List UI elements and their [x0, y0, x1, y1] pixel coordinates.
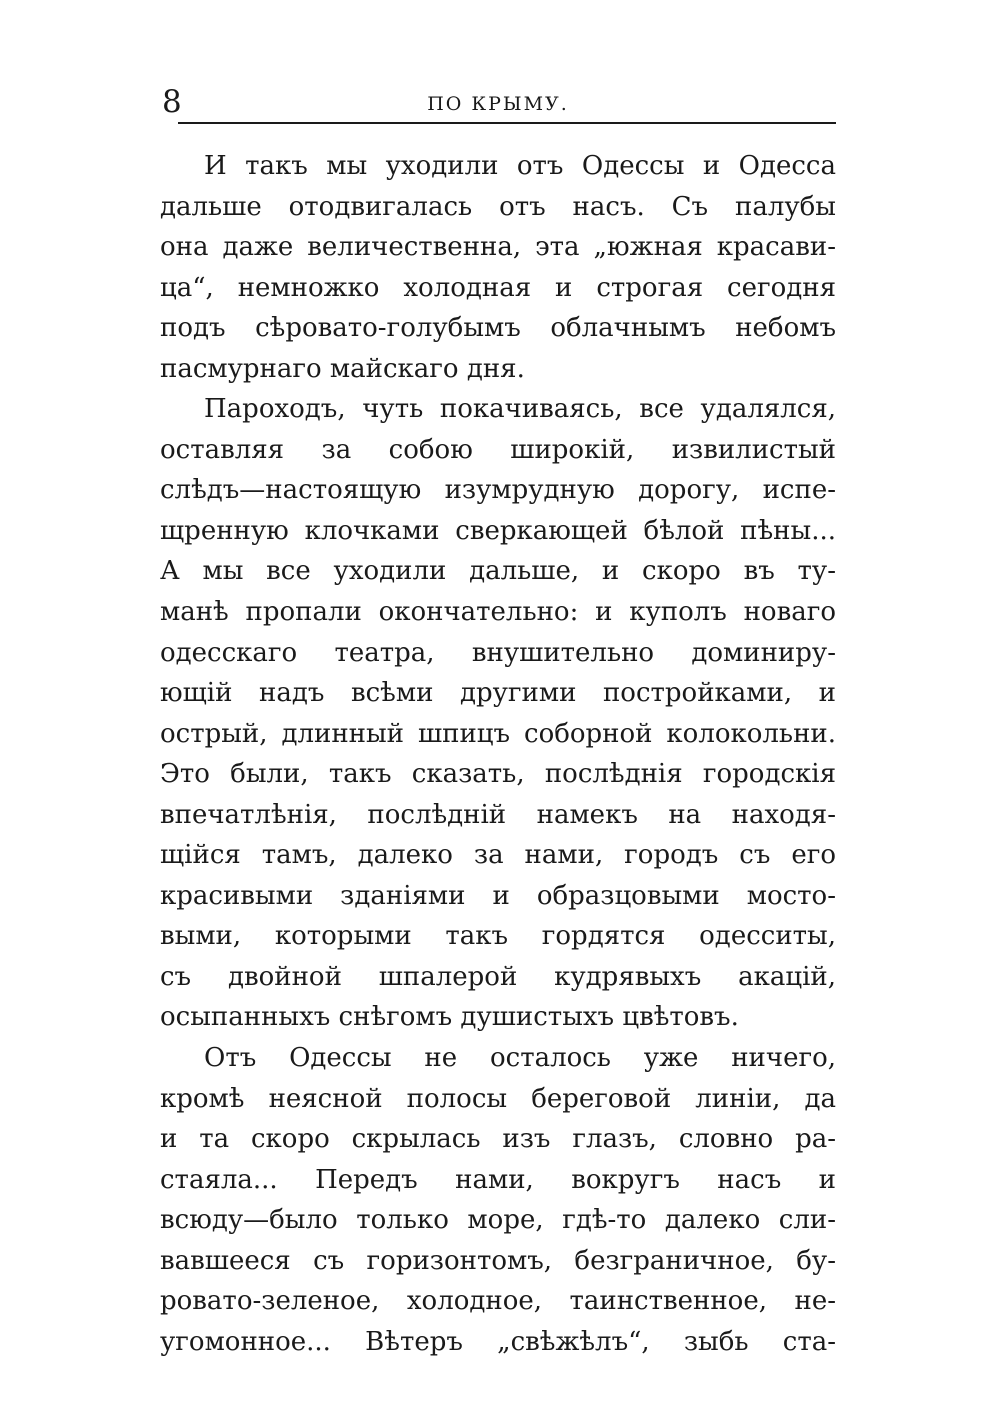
text-line: ца“, немножко холодная и строгая сегодня [160, 272, 836, 303]
text-line: щійся тамъ, далеко за нами, городъ съ его [160, 840, 836, 871]
text-line: манѣ пропали окончательно: и куполъ новаго [160, 597, 836, 628]
page-header [160, 84, 836, 128]
text-line: оставляя за собою широкій, извилистый [160, 434, 836, 465]
text-line: А мы все уходили дальше, и скоро въ ту- [160, 556, 836, 587]
text-line: одесскаго театра, внушительно доминиру- [160, 637, 836, 668]
text-line: подъ сѣровато-голубымъ облачнымъ небомъ [160, 313, 836, 344]
text-line: выми, которыми такъ гордятся одесситы, [160, 921, 836, 952]
text-line: вавшееся съ горизонтомъ, безграничное, бу- [160, 1245, 836, 1276]
text-line: ющій надъ всѣми другими постройками, и [160, 678, 836, 709]
header-rule [178, 122, 836, 124]
text-line: слѣдъ—настоящую изумрудную дорогу, испе- [160, 475, 836, 506]
text-line: она даже величественна, эта „южная красави- [160, 232, 836, 263]
text-line: впечатлѣнія, послѣдній намекъ на находя- [160, 799, 836, 830]
text-line: красивыми зданіями и образцовыми мосто- [160, 880, 836, 911]
text-line: осыпанныхъ снѣгомъ душистыхъ цвѣтовъ. [160, 1002, 739, 1033]
text-line: Это были, такъ сказать, послѣднія городскія [160, 759, 836, 790]
text-line: кромѣ неясной полосы береговой линіи, да [160, 1083, 836, 1114]
text-line: съ двойной шпалерой кудрявыхъ акацій, [160, 961, 836, 992]
body-text [160, 146, 836, 1362]
text-line: острый, длинный шпицъ соборной колокольни. [160, 718, 836, 749]
text-line: И такъ мы уходили отъ Одессы и Одесса [204, 151, 836, 181]
text-line: и та скоро скрылась изъ глазъ, словно ра- [160, 1124, 836, 1155]
text-line: щренную клочками сверкающей бѣлой пѣны... [160, 515, 836, 546]
running-title: ПО КРЫМУ. [427, 93, 569, 115]
text-line: стаяла... Передъ нами, вокругъ насъ и [160, 1164, 836, 1195]
text-line: пасмурнаго майскаго дня. [160, 353, 525, 384]
text-line: дальше отодвигалась отъ насъ. Съ палубы [160, 191, 836, 222]
page-number: 8 [162, 84, 182, 120]
text-line: Отъ Одессы не осталось уже ничего, [204, 1043, 836, 1074]
text-line: ровато-зеленое, холодное, таинственное, не- [160, 1286, 836, 1317]
text-line: Пароходъ, чуть покачиваясь, все удалялся, [204, 394, 836, 425]
text-line: всюду—было только море, гдѣ-то далеко сли- [160, 1205, 836, 1236]
text-line: угомонное... Вѣтеръ „свѣжѣлъ“, зыбь ста- [160, 1326, 836, 1357]
